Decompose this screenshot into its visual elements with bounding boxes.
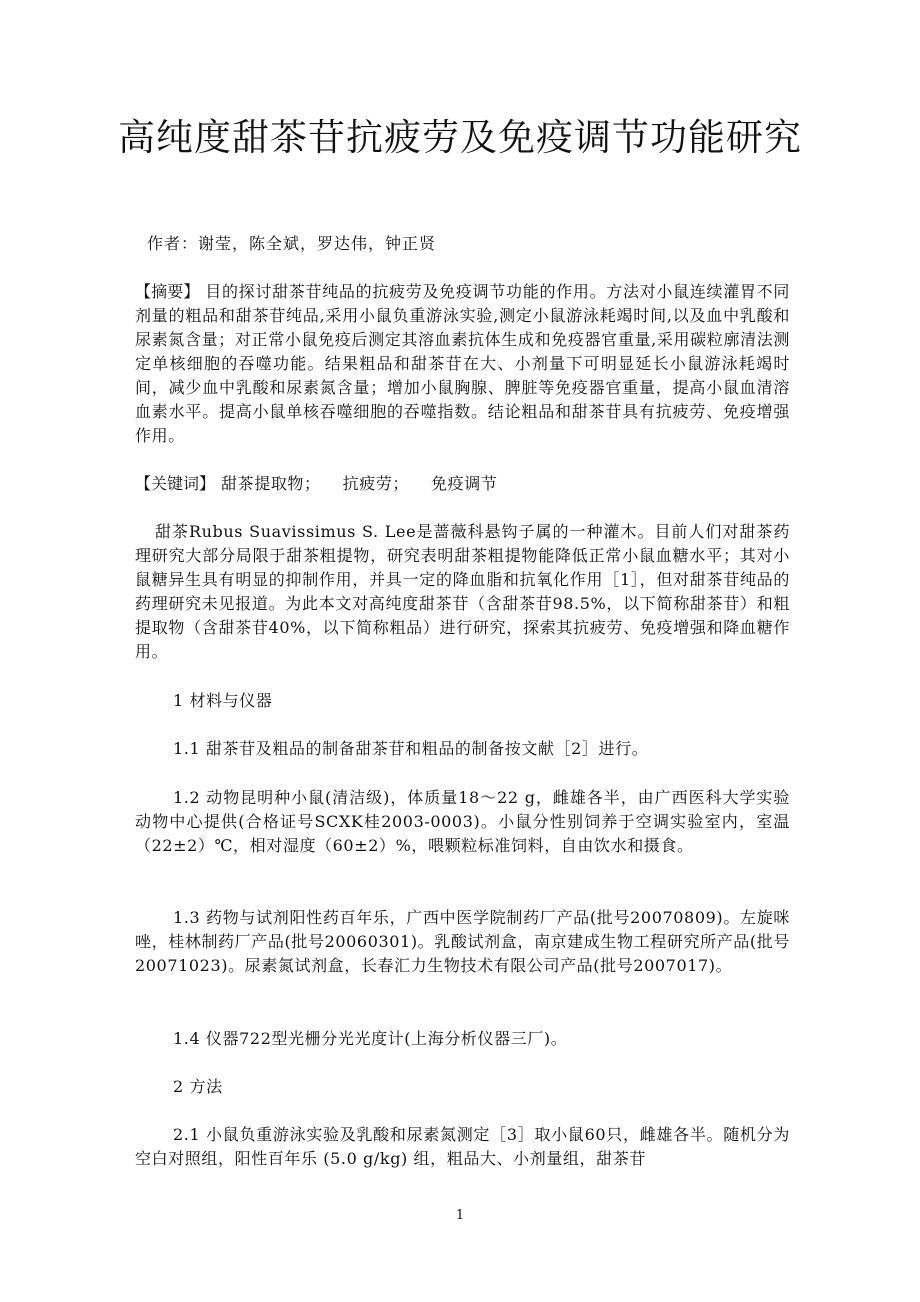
keyword-item: 甜茶提取物； <box>221 474 321 493</box>
keywords <box>135 472 790 496</box>
section-1-4 <box>135 1027 790 1051</box>
section-heading-2-text: 2 方法 <box>173 1077 223 1096</box>
keyword-item: 免疫调节 <box>431 474 498 493</box>
abstract-label: 【摘要】 <box>135 282 200 301</box>
section-heading-1 <box>135 689 790 713</box>
section-1-2-text: 1.2 动物昆明种小鼠(清洁级)，体质量18～22 g，雌雄各半，由广西医科大学实验动物中心提供(合格证号SCXK桂2003-0003)。小鼠分性别饲养于空调实验室内，室温（22±2）℃，相对湿度（60±2）%，喂颗粒标准饲料，自由饮水和摄食。 <box>135 788 790 855</box>
section-heading-2 <box>135 1075 790 1099</box>
paper-title: 高纯度甜茶苷抗疲劳及免疫调节功能研究 <box>118 116 802 159</box>
section-2-1-text: 2.1 小鼠负重游泳实验及乳酸和尿素氮测定［3］取小鼠60只，雌雄各半。随机分为空白对照组，阳性百年乐 (5.0 g/kg) 组，粗品大、小剂量组，甜茶苷 <box>135 1125 790 1168</box>
intro-text: 甜茶Rubus Suavissimus S. Lee是蔷薇科悬钩子属的一种灌木。目前人们对甜茶药理研究大部分局限于甜茶粗提物，研究表明甜茶粗提物能降低正常小鼠血糖水平；其对小鼠糖异生具有明显的抑制作用，并具一定的降血脂和抗氧化作用［1］，但对甜茶苷纯品的药理研究未见报道。为此本文对高纯度甜茶苷（含甜茶苷98.5%，以下简称甜茶苷）和粗提取物（含甜茶苷40%，以下简称粗品）进行研究，探索其抗疲劳、免疫增强和降血糖作用。 <box>135 522 790 661</box>
section-1-3-text: 1.3 药物与试剂阳性药百年乐，广西中医学院制药厂产品(批号20070809)。左旋咪唑，桂林制药厂产品(批号20060301)。乳酸试剂盒，南京建成生物工程研究所产品(批号20071023)。尿素氮试剂盒，长春汇力生物技术有限公司产品(批号2007017)。 <box>135 908 790 975</box>
section-1-1 <box>135 737 790 761</box>
section-heading-1-text: 1 材料与仪器 <box>173 691 273 710</box>
section-2-1 <box>135 1123 790 1171</box>
keyword-item: 抗疲劳； <box>342 474 410 493</box>
section-1-1-text: 1.1 甜茶苷及粗品的制备甜茶苷和粗品的制备按文献［2］进行。 <box>173 739 649 758</box>
section-1-4-text: 1.4 仪器722型光栅分光光度计(上海分析仪器三厂)。 <box>173 1029 568 1048</box>
section-1-2 <box>135 786 790 858</box>
author-line: 作者：谢莹，陈全斌，罗达伟，钟正贤 <box>147 234 437 253</box>
keywords-label: 【关键词】 <box>135 474 216 493</box>
intro-paragraph <box>135 520 790 664</box>
abstract <box>135 280 790 448</box>
abstract-text: 目的探讨甜茶苷纯品的抗疲劳及免疫调节功能的作用。方法对小鼠连续灌胃不同剂量的粗品和甜茶苷纯品,采用小鼠负重游泳实验,测定小鼠游泳耗竭时间,以及血中乳酸和尿素氮含量；对正常小鼠免疫后测定其溶血素抗体生成和免疫器官重量,采用碳粒廓清法测定单核细胞的吞噬功能。结果粗品和甜茶苷在大、小剂量下可明显延长小鼠游泳耗竭时间，减少血中乳酸和尿素氮含量；增加小鼠胸腺、脾脏等免疫器官重量，提高小鼠血清溶血素水平。提高小鼠单核吞噬细胞的吞噬指数。结论粗品和甜茶苷具有抗疲劳、免疫增强作用。 <box>135 282 790 445</box>
page-number: 1 <box>455 1208 465 1223</box>
section-1-3 <box>135 906 790 978</box>
